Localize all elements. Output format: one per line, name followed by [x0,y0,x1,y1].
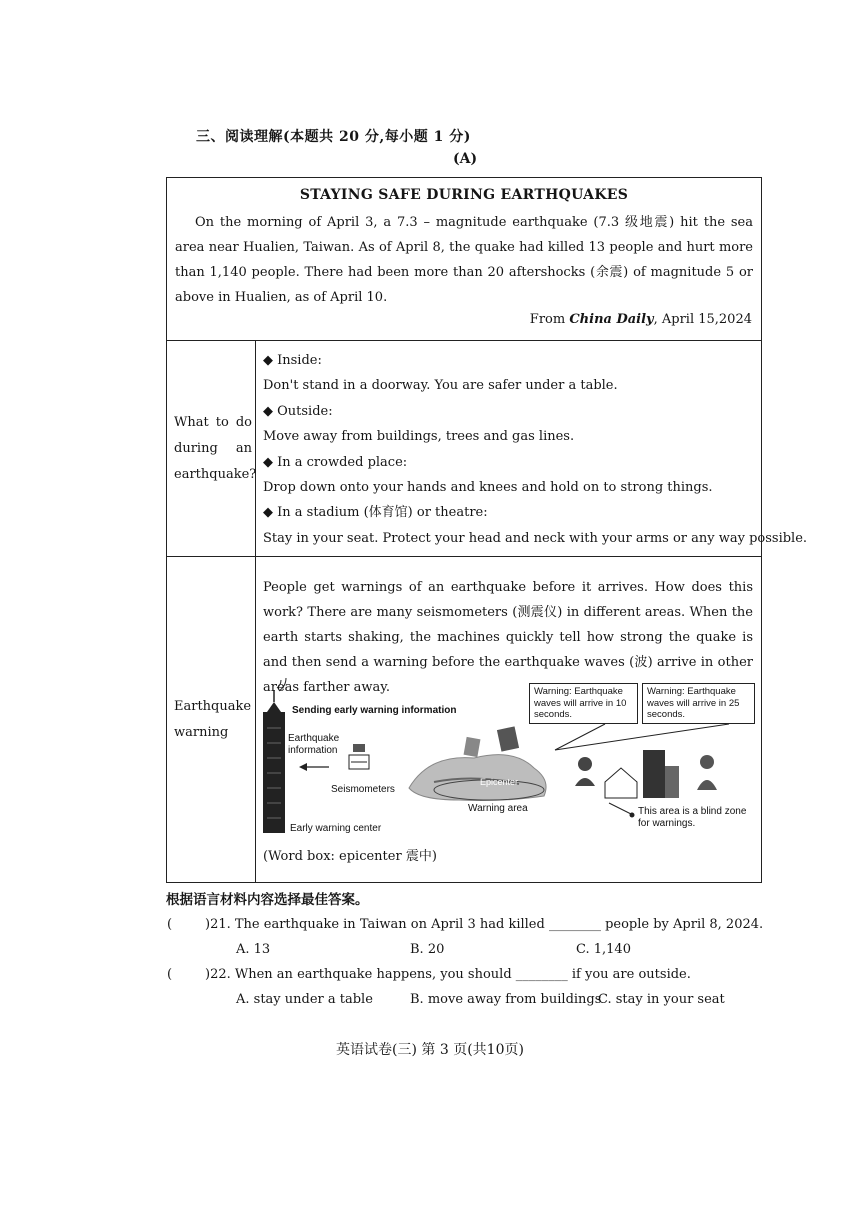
row-divider [167,556,761,557]
sending-label: Sending early warning information [292,705,457,716]
arrow-left-icon [299,763,307,771]
question-22-option-b[interactable]: B. move away from buildings [410,992,602,1007]
question-22-stem: )22. When an earthquake happens, you should ________ if you are outside. [205,967,691,982]
tip-text: Move away from buildings, trees and gas lines. [263,429,575,445]
antenna-signal-icon [277,678,286,691]
epicenter-label: Epicenter [480,777,519,787]
worker-icon [697,755,717,790]
what-to-do-label: What to do during an earthquake? [174,415,257,482]
question-22-option-a[interactable]: A. stay under a table [236,992,373,1007]
epicenter-scene-icon [409,726,546,800]
tip-heading: ◆ Outside: [263,403,333,419]
safety-tips [263,348,808,551]
warning-area-label: Warning area [468,803,528,814]
row-divider [167,340,761,341]
answer-paren[interactable]: ( [167,967,173,982]
warning-label: Earthquake warning [174,699,252,740]
section-title: 三、阅读理解(本题共 20 分,每小题 1 分) [196,129,471,145]
warning-center-building-icon [263,712,285,833]
source-name: China Daily [569,312,654,327]
tip-text: Don't stand in a doorway. You are safer under a table. [263,378,618,394]
page-footer: 英语试卷(三) 第 3 页(共10页) [336,1042,524,1058]
tip-text: Drop down onto your hands and knees and hold on to strong things. [263,480,713,496]
question-21-option-b[interactable]: B. 20 [410,942,445,957]
instructions: 根据语言材料内容选择最佳答案。 [166,892,369,908]
question-21-stem: )21. The earthquake in Taiwan on April 3 had killed ________ people by April 8, 2024. [205,917,764,932]
article-paragraph: On the morning of April 3, a 7.3 – magnitude earthquake (7.3 级地震) hit the sea area near Hualien, Taiwan. As of April 8, the quake had killed 13 people and hurt more than 1,140 people. There had been more than 20 aftershocks (余震) of magnitude 5 or above in Hualien, as of April 10. [175,215,753,305]
article-title: STAYING SAFE DURING EARTHQUAKES [299,187,629,203]
warning-paragraph: People get warnings of an earthquake before it arrives. How does this work? There are many seismometers (测震仪) in different areas. When the earth starts shaking, the machines quickly tell how strong the quake is and then send a warning before the earthquake waves (波) arrive in other areas farther away. [263,580,753,695]
earthquake-info-label: Earthquake information [288,733,340,756]
seismometers-label: Seismometers [331,784,395,795]
tip-text: Stay in your seat. Protect your head and neck with your arms or any way possible. [263,530,808,546]
city-buildings-icon [643,750,679,798]
question-21-option-a[interactable]: A. 13 [236,942,271,957]
column-divider [255,340,256,882]
blind-zone-label: This area is a blind zone for warnings. [638,806,747,829]
word-box: (Word box: epicenter 震中) [263,849,437,864]
warning-center-label: Early warning center [290,823,382,834]
source-date: , April 15,2024 [653,312,752,327]
article-source [530,312,752,327]
callout-25-seconds: Warning: Earthquake waves will arrive in 25 seconds. [642,683,755,724]
callout-10-seconds: Warning: Earthquake waves will arrive in 10 seconds. [529,683,638,724]
answer-paren[interactable]: ( [167,917,173,932]
tip-heading: ◆ In a crowded place: [263,454,408,470]
tip-heading: ◆ In a stadium (体育馆) or theatre: [263,505,488,521]
blind-zone-marker-icon [630,813,635,818]
passage-label: (A) [453,151,478,167]
source-prefix: From [529,312,566,327]
question-21-option-c[interactable]: C. 1,140 [576,942,631,957]
reading-table [166,177,808,883]
house-icon [605,768,637,798]
question-22-option-c[interactable]: C. stay in your seat [598,992,725,1007]
tip-heading: ◆ Inside: [263,353,322,368]
person-icon [575,757,595,786]
